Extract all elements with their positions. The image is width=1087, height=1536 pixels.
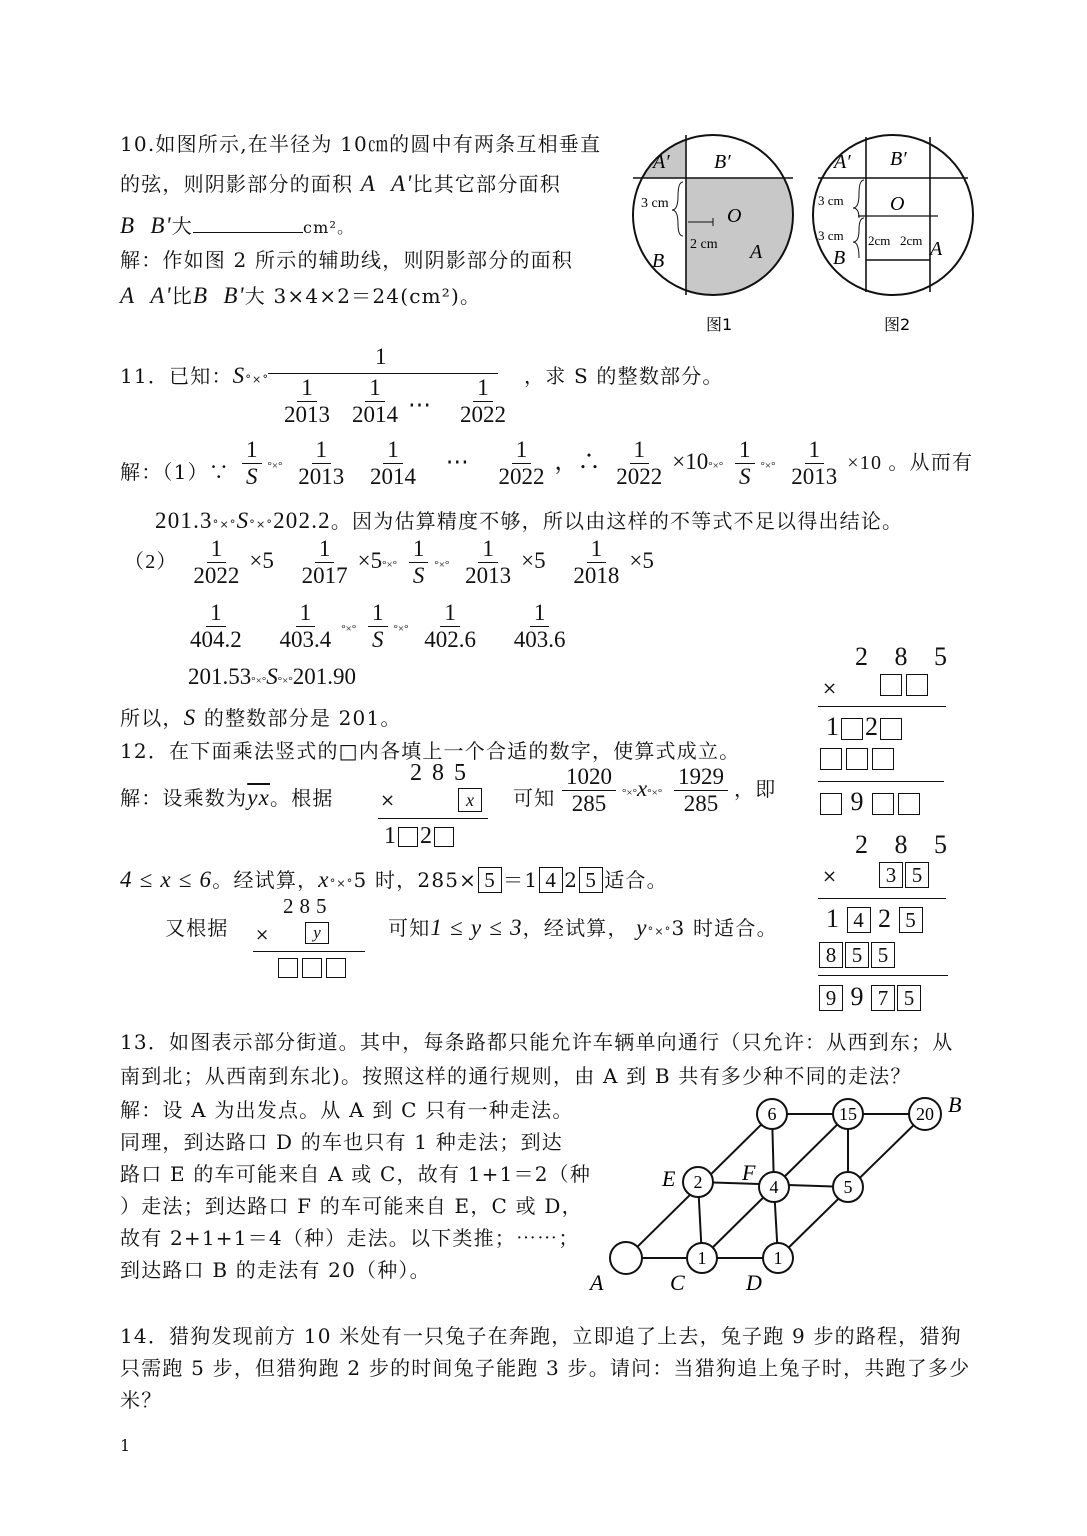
q11-conclusion: 所以，S 的整数部分是 201。 [120, 705, 402, 730]
right-mult2-row3: 9 9 7 5 [818, 982, 922, 1012]
q12-frac-range: $\frac{1020}{285}$ °×°x°×° $\frac{1929}{285}$ ，即 [556, 764, 776, 817]
times-sign: × [255, 925, 270, 945]
svg-text:A′: A′ [653, 151, 670, 173]
times-sign: × [380, 790, 396, 811]
page-number: 1 [120, 1436, 131, 1455]
right-mult2-row2: 8 5 5 [818, 942, 896, 968]
svg-text:2cm: 2cm [868, 233, 891, 248]
svg-text:O: O [727, 205, 742, 227]
q13-sol-3: 路口 E 的车可能来自 A 或 C，故有 1+1＝2（种 [120, 1162, 592, 1186]
q11-den-3: $\frac{1}{2022}$ [460, 375, 506, 427]
q12-line3: 4 ≤ x ≤ 6。经试算，x°×°5 时，285× 5 ＝1 4 2 5 适合。 [120, 867, 668, 892]
q13-street-graph [580, 1090, 980, 1300]
q12-mini1-top: 285 [410, 760, 476, 786]
svg-text:E: E [662, 1166, 676, 1191]
figure-2 [813, 135, 973, 334]
times-sign: × [822, 678, 838, 699]
q11-range1: 201.3°×°S°×°202.2。因为估算精度不够，所以由这样的不等式不足以得出结论。 [155, 508, 904, 533]
svg-text:A: A [750, 241, 763, 263]
right-mult1-top: 2 8 5 [855, 642, 957, 671]
q10-solution-line2: A A'比B B'大 3×4×2＝24(cm²)。 [120, 283, 482, 308]
svg-text:3 cm: 3 cm [818, 228, 844, 243]
svg-text:B′: B′ [890, 148, 907, 170]
q14-line2: 只需跑 5 步，但猎狗跑 2 步的时间兔子能跑 3 步。请问：当猎狗追上兔子时，共跑了多少 [120, 1356, 971, 1380]
answer-blank [193, 212, 303, 233]
right-mult2-top: 2 8 5 [855, 830, 957, 859]
q13-line2: 南到北；从西南到东北)。按照这样的通行规则，由 A 到 B 共有多少种不同的走法？ [120, 1064, 912, 1088]
q12-question: 12．在下面乘法竖式的□内各填上一个合适的数字，使算式成立。 [120, 739, 741, 763]
q11-sol1-row: $\frac{1}{S}$ °×° $\frac{1}{2013}$ $\frac{1}{2014}$ ⋯ $\frac{1}{2022}$ ，∴ $\frac{1}{2022}$ ×10°×° $\frac{1}{S}$ °×° $\frac{1}{2013}$ ×10 。从而有 [236, 437, 973, 490]
q11-sol2-row2: $\frac{1}{404.2}$ $\frac{1}{403.4}$ °×° $\frac{1}{S}$ °×° $\frac{1}{402.6}$ $\frac{1}{403.6}$ [190, 600, 566, 652]
svg-text:20: 20 [916, 1104, 934, 1124]
q10-figures [628, 130, 988, 340]
right-mult2-multiplier: 3 5 [878, 862, 930, 888]
svg-text:图2: 图2 [884, 315, 911, 334]
svg-text:O: O [890, 193, 905, 215]
q13-sol-2: 同理，到达路口 D 的车也只有 1 种走法；到达 [120, 1130, 563, 1154]
q12-line4: 可知1 ≤ y ≤ 3，经试算， y°×°3 时适合。 [388, 915, 778, 940]
q12-mini2-top: 285 [283, 894, 333, 918]
q10-line3: B B'大 cm²。 [120, 213, 355, 238]
q11-dots: ⋯ [408, 392, 431, 417]
q11-den-1: $\frac{1}{2013}$ [284, 375, 330, 427]
q11-tail: ，求 S 的整数部分。 [524, 364, 724, 388]
right-mult2-row1: 1 4 2 5 [826, 904, 924, 934]
svg-text:2 cm: 2 cm [690, 237, 718, 252]
right-mult1-row1: 1 2 [826, 712, 904, 742]
q11-den-2: $\frac{1}{2014}$ [352, 375, 398, 427]
svg-text:A′: A′ [834, 151, 851, 173]
q13-sol-5: 故有 2+1+1＝4（种）走法。以下类推；⋯⋯； [120, 1226, 580, 1250]
q13-line1: 13．如图表示部分街道。其中，每条路都只能允许车辆单向通行（只允许：从西到东；从 [120, 1030, 954, 1054]
q13-sol-1: 解：设 A 为出发点。从 A 到 C 只有一种走法。 [120, 1098, 574, 1122]
svg-text:F: F [742, 1160, 756, 1185]
svg-text:3 cm: 3 cm [818, 193, 844, 208]
q12-x-box: x [458, 788, 482, 812]
q13-sol-6: 到达路口 B 的走法有 20（种）。 [120, 1258, 431, 1282]
q14-line3: 米？ [120, 1388, 163, 1412]
svg-text:A: A [590, 1270, 604, 1295]
q10-line2: 的弦，则阴影部分的面积 A A'比其它部分面积 [120, 171, 561, 196]
svg-text:3 cm: 3 cm [641, 196, 669, 211]
q12-y-box: y [305, 922, 329, 944]
svg-text:A: A [930, 238, 943, 260]
q11-intro: 11．已知：S°×° [120, 363, 270, 388]
svg-text:2: 2 [693, 1172, 703, 1192]
svg-text:4: 4 [769, 1177, 779, 1197]
svg-text:C: C [670, 1270, 685, 1295]
right-mult1-row3: 9 [818, 787, 922, 817]
q10-solution-line1: 解：作如图 2 所示的辅助线，则阴影部分的面积 [120, 248, 574, 272]
svg-text:B: B [652, 250, 665, 272]
right-mult1-multiplier [878, 674, 930, 696]
q10-line1: 10.如图所示,在半径为 10㎝的圆中有两条互相垂直 [120, 132, 602, 156]
q12-kz: 可知 [513, 786, 556, 810]
times-sign: × [822, 866, 838, 887]
svg-text:1: 1 [697, 1248, 707, 1268]
q12-sol1: 解：设乘数为$\overline{yx}$。根据 [120, 785, 334, 810]
q11-numerator: 1 [375, 344, 387, 369]
svg-text:B: B [833, 247, 846, 269]
q12-mini1-result: 1 2 [384, 823, 456, 850]
q11-range2: 201.53°×°S°×°201.90 [188, 664, 357, 689]
svg-text:2cm: 2cm [900, 233, 923, 248]
right-mult1-row2 [818, 748, 896, 770]
q12-also: 又根据 [165, 916, 229, 940]
q11-sol2-row1: （2） $\frac{1}{2022}$ ×5 $\frac{1}{2017}$ ×5°×° $\frac{1}{S}$ °×° $\frac{1}{2013}$ ×5 $\frac{1}{2018}$ ×5 [124, 536, 654, 588]
svg-text:6: 6 [767, 1104, 777, 1124]
q14-line1: 14．猎狗发现前方 10 米处有一只兔子在奔跑，立即追了上去，兔子跑 9 步的路程，猎狗 [120, 1324, 962, 1348]
q11-sol-prefix: 解：（1）∵ [120, 460, 230, 484]
svg-text:15: 15 [839, 1104, 857, 1124]
svg-text:1: 1 [773, 1248, 783, 1268]
svg-text:图1: 图1 [706, 315, 733, 334]
svg-text:D: D [746, 1270, 762, 1295]
q12-mini2-result [276, 957, 348, 978]
figure-1 [628, 130, 806, 334]
svg-text:B: B [948, 1092, 962, 1117]
svg-text:5: 5 [843, 1177, 853, 1197]
svg-text:B′: B′ [714, 151, 731, 173]
q13-sol-4: ）走法；到达路口 F 的车可能来自 E，C 或 D， [120, 1194, 583, 1218]
